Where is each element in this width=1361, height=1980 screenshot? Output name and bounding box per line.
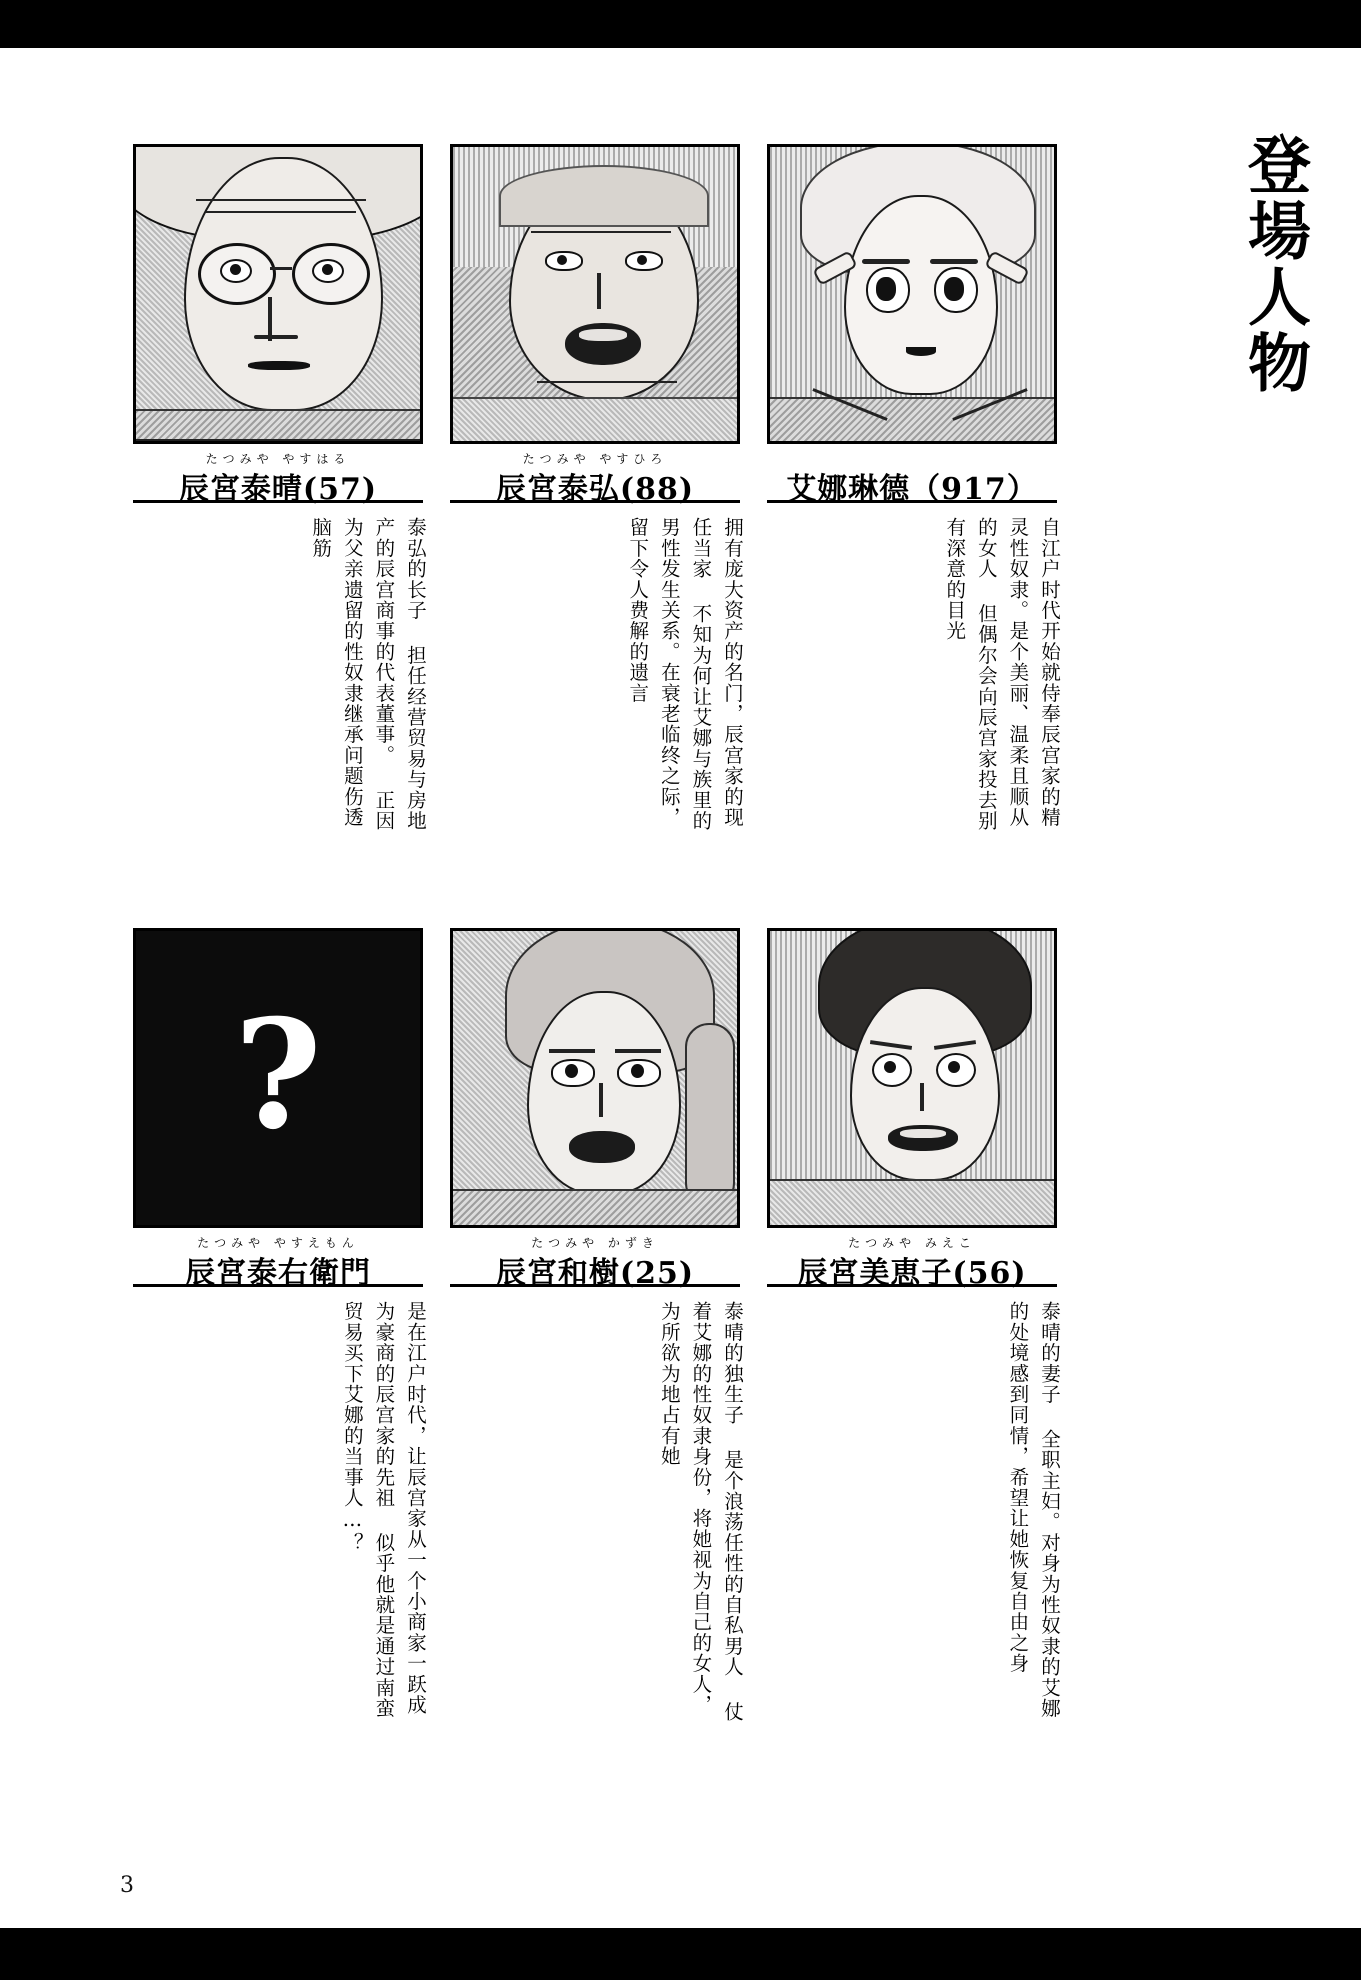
character-name: 艾娜琳德（917） (786, 472, 1038, 507)
portrait-middle-aged-woman (767, 928, 1057, 1228)
character-card[interactable] (133, 144, 433, 847)
portrait-young-man-long-hair (450, 928, 740, 1228)
furigana: たつみや かずき (531, 1236, 659, 1250)
character-description: 自江户时代开始就侍奉辰宫家的精灵性奴隶。是个美丽、温柔且顺从的女人 但偶尔会向辰宫家投去别有深意的目光 (943, 517, 1061, 831)
page-number: 3 (120, 1873, 134, 1898)
character-card[interactable] (767, 928, 1067, 1731)
character-name: 辰宮美恵子(56) (797, 1256, 1027, 1291)
portrait-elderly-man-in-bed (450, 144, 740, 444)
character-card[interactable] (767, 144, 1067, 847)
character-description: 泰晴的妻子 全职主妇。对身为性奴隶的艾娜的处境感到同情，希望让她恢复自由之身 (1006, 1301, 1061, 1719)
character-row-top (0, 144, 1361, 884)
character-description: 泰弘的长子 担任经营贸易与房地产的辰宫商事的代表董事。 正因为父亲遗留的性奴隶继承问题伤透脑筋 (309, 517, 427, 831)
character-description: 是在江户时代，让辰宫家从一个小商家一跃成为豪商的辰宫家的先祖 似乎他就是通过南蛮贸易买下艾娜的当事人…？ (340, 1301, 427, 1719)
character-row-bottom (0, 928, 1361, 1868)
nameplate (133, 1236, 423, 1291)
character-name: 辰宮泰晴(57) (178, 472, 378, 507)
character-name: 辰宮泰右衛門 (185, 1256, 371, 1291)
portrait-elf-woman-smiling (767, 144, 1057, 444)
nameplate (450, 1236, 740, 1291)
furigana: たつみや やすえもん (197, 1236, 359, 1250)
nameplate (767, 453, 1057, 507)
nameplate (767, 1236, 1057, 1291)
character-name: 辰宮和樹(25) (495, 1256, 695, 1291)
character-description: 泰晴的独生子 是个浪荡任性的自私男人 仗着艾娜的性奴隶身份，将她视为自己的女人，为所欲为地占有她 (657, 1301, 744, 1722)
character-card[interactable] (450, 928, 750, 1731)
portrait-unknown-silhouette (133, 928, 423, 1228)
character-description: 拥有庞大资产的名门，辰宫家的现任当家 不知为何让艾娜与族里的男性发生关系。在衰老临终之际，留下令人费解的遗言 (626, 517, 744, 831)
portrait-bald-man-with-glasses (133, 144, 423, 444)
manga-page (0, 48, 1361, 1928)
character-name: 辰宮泰弘(88) (495, 472, 695, 507)
character-card[interactable] (133, 928, 433, 1731)
question-mark-icon: ? (234, 987, 322, 1163)
nameplate (450, 452, 740, 507)
page-title: 登場人物 (1238, 132, 1312, 396)
character-card[interactable] (450, 144, 750, 847)
furigana: たつみや みえこ (848, 1236, 976, 1250)
furigana: たつみや やすひろ (522, 452, 668, 466)
furigana: たつみや やすはる (205, 452, 351, 466)
nameplate (133, 452, 423, 507)
